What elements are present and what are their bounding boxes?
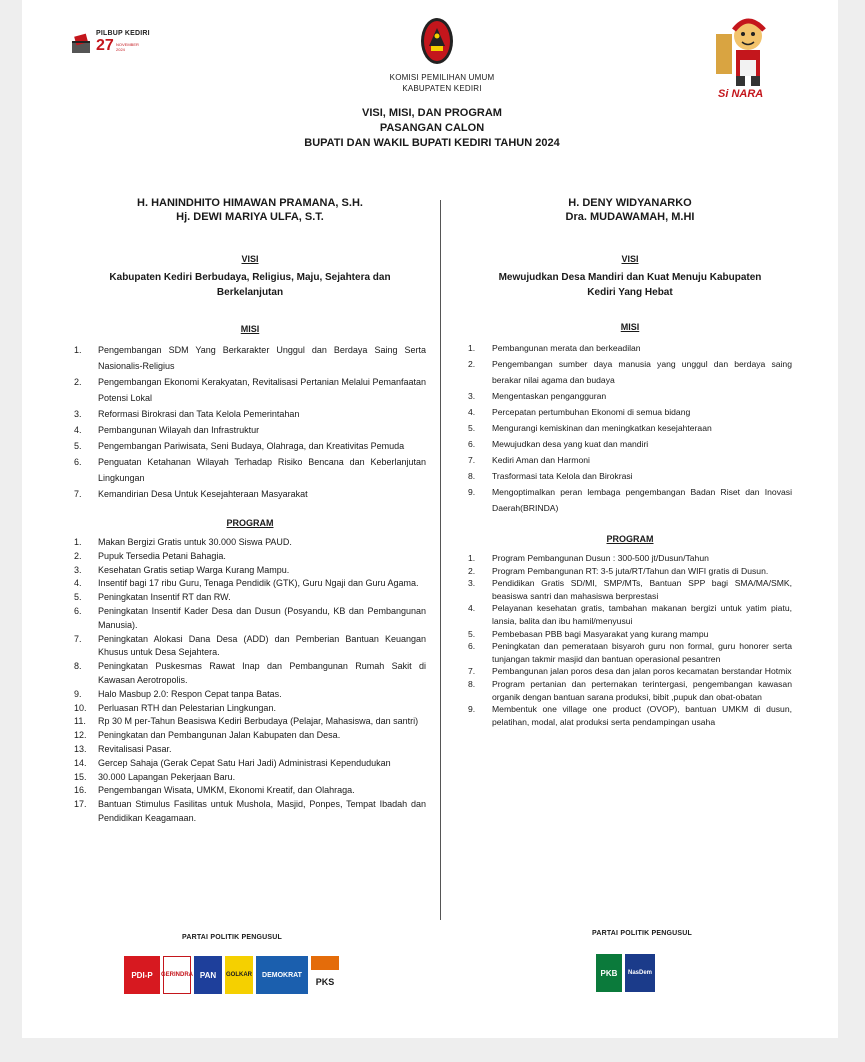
item-number: 13. (74, 743, 87, 754)
item-number: 7. (74, 633, 82, 644)
column-divider (440, 200, 441, 920)
item-number: 1. (74, 537, 82, 547)
item-number: 6. (74, 457, 82, 467)
list-item (74, 438, 426, 454)
program-list (468, 552, 792, 728)
list-item (468, 356, 792, 388)
item-text: Bantuan Stimulus Fasilitas untuk Mushola, Masjid, Ponpes, Tempat Ibadah dan Pendidikan Keagamaan. (98, 799, 426, 823)
visi-heading: VISI (241, 254, 259, 264)
list-item (74, 406, 426, 422)
item-text: Pupuk Tersedia Petani Bahagia. (98, 550, 226, 561)
item-number: 12. (74, 730, 87, 741)
si-nara-mascot (712, 10, 780, 100)
item-number: 15. (74, 771, 87, 782)
item-text: Halo Masbup 2.0: Respon Cepat tanpa Batas. (98, 688, 282, 699)
list-item (74, 702, 426, 716)
item-number: 1. (468, 343, 476, 353)
kpu-heading (322, 72, 562, 94)
list-item (74, 342, 426, 374)
item-text: Gercep Sahaja (Gerak Cepat Satu Hari Jadi) Administrasi Kependudukan (98, 757, 391, 768)
list-item (468, 678, 792, 703)
partai-label-left: PARTAI POLITIK PENGUSUL (181, 934, 282, 941)
item-number: 6. (468, 641, 476, 652)
list-item (74, 591, 426, 605)
list-item (74, 633, 426, 661)
item-text: Pelayanan kesehatan gratis, tambahan makanan bergizi untuk yatim piatu, lansia, balita dan ibu hamil/menyusui (492, 603, 792, 626)
list-item (74, 536, 426, 550)
item-text: Mengurangi kemiskinan dan meningkatkan kesejahteraan (492, 423, 712, 433)
demokrat-logo: DEMOKRAT (256, 956, 308, 994)
item-number: 10. (74, 702, 87, 713)
pilbup-label: PILBUP KEDIRI (96, 30, 150, 37)
visi-heading: VISI (621, 254, 639, 264)
item-text: Peningkatan Alokasi Dana Desa (ADD) dan Pemberian Bantuan Keuangan Khusus untuk Desa Sejahtera. (98, 633, 426, 658)
list-item (468, 703, 792, 728)
partai-label-right: PARTAI POLITIK PENGUSUL (591, 930, 692, 937)
list-item (468, 565, 792, 578)
list-item (468, 640, 792, 665)
pan-logo: PAN (194, 956, 222, 994)
item-text: Pembangunan Wilayah dan Infrastruktur (98, 425, 260, 435)
partai-logos-left (124, 956, 339, 994)
kpu-line-2: KABUPATEN KEDIRI (402, 84, 482, 93)
item-text: 30.000 Lapangan Pekerjaan Baru. (98, 771, 236, 782)
list-item (74, 660, 426, 688)
pkb-logo: PKB (596, 954, 622, 992)
list-item (74, 688, 426, 702)
candidate-pair-right (468, 196, 792, 728)
list-item (468, 436, 792, 452)
item-text: Kemandirian Desa Untuk Kesejahteraan Masyarakat (98, 489, 308, 499)
program-heading: PROGRAM (606, 534, 654, 544)
item-text: Mengentaskan pengangguran (492, 391, 607, 401)
item-text: Kediri Aman dan Harmoni (492, 455, 590, 465)
list-item (468, 388, 792, 404)
list-item (74, 729, 426, 743)
item-text: Penguatan Ketahanan Wilayah Terhadap Risiko Bencana dan Keberlanjutan Lingkungan (98, 457, 426, 483)
item-text: Peningkatan Insentif RT dan RW. (98, 592, 231, 603)
list-item (468, 404, 792, 420)
item-number: 5. (468, 423, 476, 433)
item-text: Pembangunan merata dan berkeadilan (492, 343, 641, 353)
item-number: 9. (74, 688, 82, 699)
candidate-names (468, 196, 792, 224)
list-item (468, 484, 792, 516)
title-line-2: PASANGAN CALON (379, 122, 485, 134)
item-text: Perluasan RTH dan Pelestarian Lingkungan. (98, 702, 276, 713)
candidate-name-1: H. DENY WIDYANARKO (568, 197, 692, 209)
item-text: Peningkatan Puskesmas Rawat Inap dan Pembangunan Rumah Sakit di Kawasan Aerotropolis. (98, 661, 426, 685)
list-item (74, 743, 426, 757)
misi-list (74, 342, 426, 502)
item-text: Pembebasan PBB bagi Masyarakat yang kurang mampu (492, 628, 709, 639)
item-number: 8. (468, 678, 476, 689)
list-item (468, 340, 792, 356)
program-list (74, 536, 426, 826)
list-item (74, 798, 426, 826)
item-text: Revitalisasi Pasar. (98, 743, 172, 754)
item-number: 3. (74, 409, 82, 419)
item-text: Pendidikan Gratis SD/MI, SMP/MTs, Bantuan SPP bagi SMA/MA/SMK, beasiswa santri dan mahasiswa berprestasi (492, 578, 792, 601)
gerindra-logo: GERINDRA (163, 956, 191, 994)
mascot-icon (712, 10, 780, 88)
candidate-name-1: H. HANINDHITO HIMAWAN PRAMANA, S.H. (137, 197, 363, 209)
list-item (74, 771, 426, 785)
nasdem-logo: NasDem (625, 954, 655, 992)
list-item (74, 605, 426, 633)
candidate-names (74, 196, 426, 224)
misi-heading: MISI (620, 322, 640, 332)
document-sheet (22, 0, 838, 1038)
item-number: 3. (468, 391, 476, 401)
item-number: 3. (74, 564, 82, 575)
item-number: 2. (468, 359, 476, 369)
pilbup-number: 27 (96, 37, 114, 54)
item-number: 1. (74, 345, 82, 355)
item-number: 7. (74, 489, 82, 499)
list-item (74, 374, 426, 406)
item-text: Pengembangan Pariwisata, Seni Budaya, Olahraga, dan Kreativitas Pemuda (98, 441, 405, 451)
pilbup-sub: NOVEMBER 2024 (116, 42, 139, 52)
pdip-logo: PDI-P (124, 956, 160, 994)
list-item (74, 454, 426, 486)
item-text: Membentuk one village one product (OVOP), bantuan UMKM di dusun, pelatihan, modal, alat produksi serta pendampingan usaha (492, 704, 792, 727)
item-text: Mewujudkan desa yang kuat dan mandiri (492, 439, 649, 449)
item-text: Peningkatan dan Pembangunan Jalan Kabupaten dan Desa. (98, 730, 341, 741)
kpu-logo-icon (420, 16, 454, 66)
item-text: Pengembangan SDM Yang Berkarakter Unggul dan Berdaya Saing Serta Nasionalis-Religius (98, 345, 426, 371)
item-number: 8. (468, 471, 476, 481)
item-number: 16. (74, 785, 87, 796)
item-number: 2. (74, 550, 82, 561)
item-number: 4. (74, 578, 82, 589)
mascot-name: Si NARA (718, 88, 764, 100)
candidate-name-2: Hj. DEWI MARIYA ULFA, S.T. (176, 211, 324, 223)
item-text: Reformasi Birokrasi dan Tata Kelola Pemerintahan (98, 409, 300, 419)
list-item (74, 486, 426, 502)
item-number: 9. (468, 487, 476, 497)
list-item (468, 452, 792, 468)
title-line-1: VISI, MISI, DAN PROGRAM (362, 107, 502, 119)
list-item (468, 628, 792, 641)
item-number: 14. (74, 757, 87, 768)
item-text: Percepatan pertumbuhan Ekonomi di semua bidang (492, 407, 691, 417)
item-text: Trasformasi tata Kelola dan Birokrasi (492, 471, 633, 481)
item-text: Pengembangan Ekonomi Kerakyatan, Revitalisasi Pertanian Melalui Pemanfaatan Potensi Lokal (98, 377, 426, 403)
item-text: Mengoptimalkan peran lembaga pengembangan Badan Riset dan Inovasi Daerah(BRINDA) (492, 487, 792, 513)
item-number: 7. (468, 455, 476, 465)
item-number: 5. (74, 592, 82, 603)
title-line-3: BUPATI DAN WAKIL BUPATI KEDIRI TAHUN 2024 (304, 137, 560, 149)
item-number: 2. (468, 565, 476, 576)
item-text: Rp 30 M per-Tahun Beasiswa Kediri Berbudaya (Pelajar, Mahasiswa, dan santri) (98, 716, 419, 727)
program-heading: PROGRAM (226, 518, 274, 528)
misi-heading: MISI (240, 324, 260, 334)
list-item (468, 420, 792, 436)
list-item (74, 422, 426, 438)
pilbup-logo (70, 30, 170, 62)
kpu-line-1: KOMISI PEMILIHAN UMUM (389, 73, 495, 82)
list-item (74, 715, 426, 729)
item-number: 6. (468, 439, 476, 449)
item-text: Makan Bergizi Gratis untuk 30.000 Siswa PAUD. (98, 537, 292, 547)
item-text: Pembangunan jalan poros desa dan jalan poros kecamatan berstandar Hotmix (492, 666, 792, 677)
pks-logo: PKS (311, 956, 339, 994)
misi-list (468, 340, 792, 516)
item-text: Insentif bagi 17 ribu Guru, Tenaga Pendidik (GTK), Guru Ngaji dan Guru Agama. (98, 578, 419, 589)
list-item (74, 757, 426, 771)
list-item (74, 577, 426, 591)
item-text: Program Pembangunan RT: 3-5 juta/RT/Tahun dan WIFI gratis di Dusun. (492, 565, 769, 576)
list-item (74, 550, 426, 564)
item-number: 4. (468, 407, 476, 417)
list-item (468, 577, 792, 602)
list-item (468, 552, 792, 565)
item-text: Peningkatan Insentif Kader Desa dan Dusun (Posyandu, KB dan Pembangunan Manusia). (98, 605, 426, 630)
item-text: Program Pembangunan Dusun : 300-500 jt/Dusun/Tahun (492, 553, 709, 563)
item-text: Program pertanian dan perternakan terintergasi, pengembangan kawasan organik dengan bantuan sarana produksi, bibit ,pupuk dan obat-obatan (492, 678, 792, 702)
list-item (468, 468, 792, 484)
item-number: 5. (468, 628, 476, 639)
list-item (74, 564, 426, 578)
item-number: 6. (74, 605, 82, 616)
item-number: 8. (74, 661, 82, 672)
list-item (74, 784, 426, 798)
list-item (468, 602, 792, 627)
list-item (468, 665, 792, 678)
item-number: 4. (468, 603, 476, 614)
item-number: 5. (74, 441, 82, 451)
item-text: Peningkatan dan pemerataan bisyaroh guru non formal, guru honorer serta tunjangan takmir masjid dan bantuan operasional pesantren (492, 641, 792, 664)
candidate-name-2: Dra. MUDAWAMAH, M.HI (565, 211, 695, 223)
item-number: 7. (468, 666, 476, 677)
item-number: 11. (74, 716, 86, 727)
item-number: 3. (468, 578, 476, 589)
item-number: 17. (74, 799, 87, 810)
page-title (262, 106, 602, 151)
item-text: Kesehatan Gratis setiap Warga Kurang Mampu. (98, 564, 290, 575)
item-number: 9. (468, 704, 476, 715)
golkar-logo: GOLKAR (225, 956, 253, 994)
visi-text: Kabupaten Kediri Berbudaya, Religius, Maju, Sejahtera dan Berkelanjutan (109, 272, 391, 298)
item-number: 2. (74, 377, 82, 387)
visi-text: Mewujudkan Desa Mandiri dan Kuat Menuju Kabupaten Kediri Yang Hebat (498, 272, 762, 298)
item-text: Pengembangan sumber daya manusia yang unggul dan berdaya saing berakar nilai agama dan budaya (492, 359, 792, 385)
partai-logos-right (596, 954, 655, 992)
item-number: 4. (74, 425, 82, 435)
item-number: 1. (468, 553, 476, 563)
ballot-box-icon (70, 32, 92, 54)
item-text: Pengembangan Wisata, UMKM, Ekonomi Kreatif, dan Olahraga. (98, 785, 355, 796)
candidate-pair-left (74, 196, 426, 826)
